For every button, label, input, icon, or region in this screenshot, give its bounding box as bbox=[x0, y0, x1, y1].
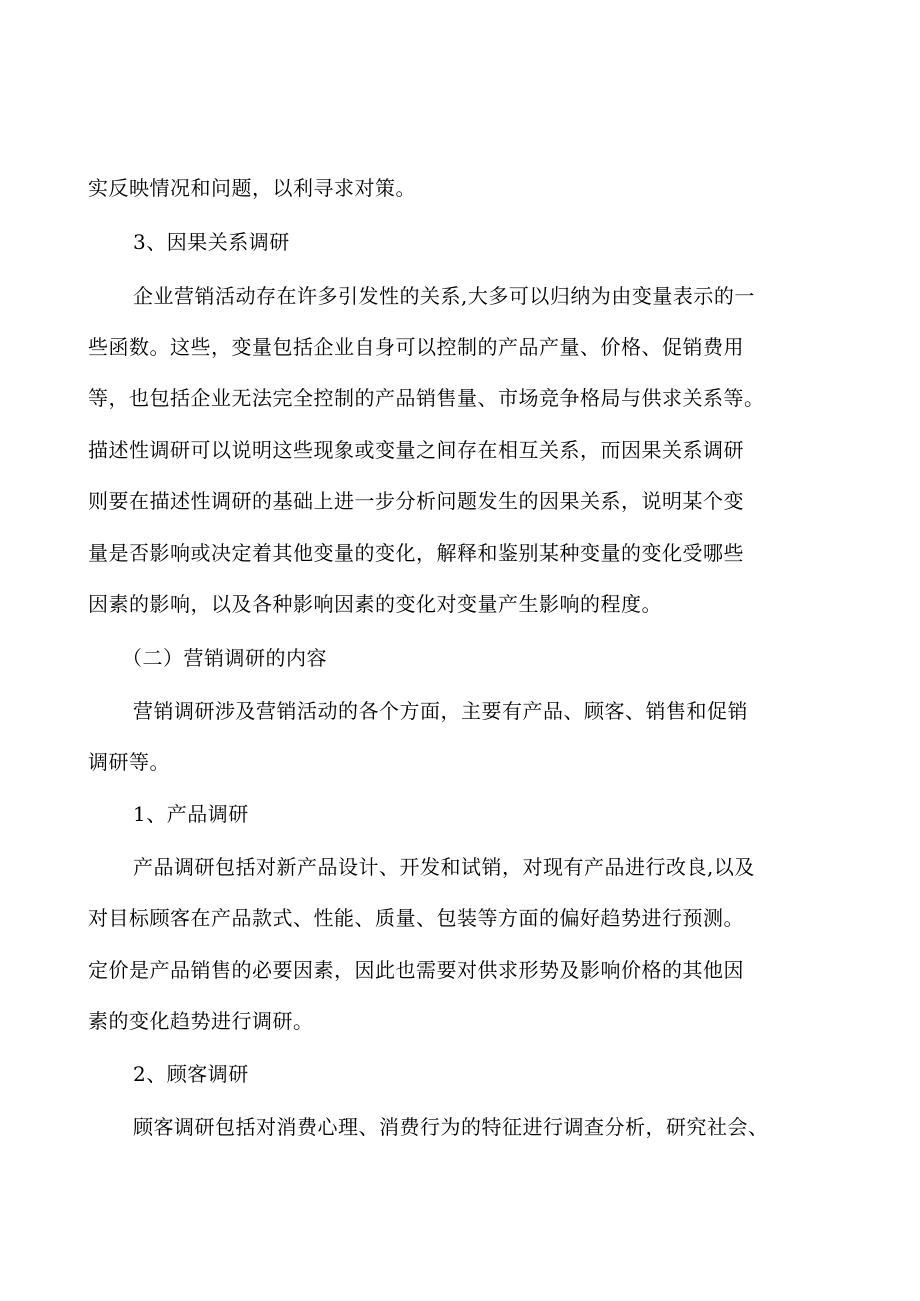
paragraph-line: 则要在描述性调研的基础上进一步分析问题发生的因果关系，说明某个变 bbox=[88, 489, 744, 513]
section-heading-causal-research: 3、因果关系调研 bbox=[133, 230, 290, 254]
section-heading-customer-research: 2、顾客调研 bbox=[133, 1062, 249, 1086]
paragraph-line: 等，也包括企业无法完全控制的产品销售量、市场竞争格局与供求关系等。 bbox=[88, 386, 765, 410]
paragraph-line: 定价是产品销售的必要因素，因此也需要对供求形势及影响价格的其他因 bbox=[88, 958, 744, 982]
section-heading-research-content: （二）营销调研的内容 bbox=[122, 646, 327, 670]
paragraph-line: 产品调研包括对新产品设计、开发和试销，对现有产品进行改良,以及 bbox=[133, 855, 755, 879]
paragraph-line: 素的变化趋势进行调研。 bbox=[88, 1009, 314, 1033]
paragraph-line: 对目标顾客在产品款式、性能、质量、包装等方面的偏好趋势进行预测。 bbox=[88, 906, 744, 930]
paragraph-line: 顾客调研包括对消费心理、消费行为的特征进行调查分析，研究社会、 bbox=[133, 1115, 769, 1139]
paragraph-line: 因素的影响，以及各种影响因素的变化对变量产生影响的程度。 bbox=[88, 592, 662, 616]
paragraph-line: 企业营销活动存在许多引发性的关系,大多可以归纳为由变量表示的一 bbox=[133, 284, 755, 308]
paragraph-line: 量是否影响或决定着其他变量的变化，解释和鉴别某种变量的变化受哪些 bbox=[88, 541, 744, 565]
paragraph-line: 些函数。这些，变量包括企业自身可以控制的产品产量、价格、促销费用 bbox=[88, 335, 744, 359]
paragraph-line: 描述性调研可以说明这些现象或变量之间存在相互关系，而因果关系调研 bbox=[88, 438, 744, 462]
paragraph-line: 营销调研涉及营销活动的各个方面，主要有产品、顾客、销售和促销 bbox=[133, 699, 748, 723]
section-heading-product-research: 1、产品调研 bbox=[133, 802, 249, 826]
paragraph-line: 调研等。 bbox=[88, 750, 170, 774]
paragraph-line-continuation: 实反映情况和问题，以利寻求对策。 bbox=[88, 176, 416, 200]
